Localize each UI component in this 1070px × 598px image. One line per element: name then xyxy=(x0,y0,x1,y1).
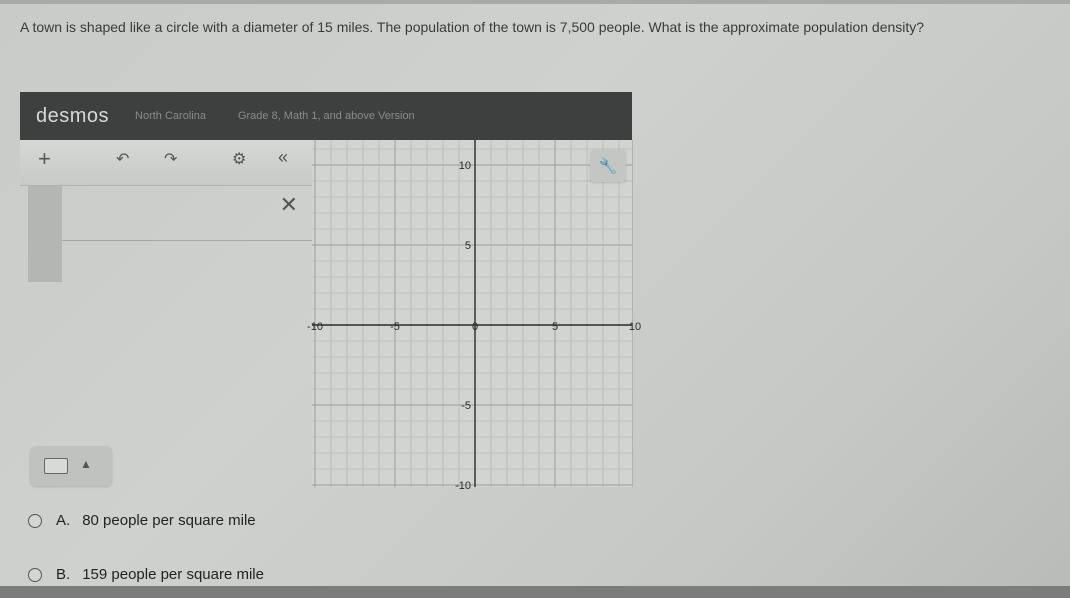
x-tick-label: -5 xyxy=(390,321,400,333)
desmos-version-label: Grade 8, Math 1, and above Version xyxy=(237,110,415,122)
graph-paper[interactable] xyxy=(307,140,642,492)
page-top-edge xyxy=(0,0,1070,4)
y-tick-label: 5 xyxy=(464,240,471,252)
question-text: A town is shaped like a circle with a diameter of 15 miles. The population of the town is 7,500 people. What is the approximate population density? xyxy=(20,19,925,35)
wrench-icon[interactable]: 🔧 xyxy=(590,150,626,182)
bottom-edge xyxy=(0,586,1070,598)
expression-input[interactable] xyxy=(62,186,312,241)
choice-a-text: 80 people per square mile xyxy=(82,512,256,529)
choice-b-text: 159 people per square mile xyxy=(82,566,264,583)
x-tick-label: 10 xyxy=(628,321,642,333)
choice-b-radio[interactable] xyxy=(28,568,42,582)
graph-canvas[interactable] xyxy=(307,140,642,492)
redo-icon[interactable]: ↷ xyxy=(164,151,178,168)
plus-icon[interactable]: + xyxy=(38,146,51,171)
choice-b[interactable] xyxy=(28,566,264,583)
undo-icon[interactable]: ↶ xyxy=(116,151,130,168)
expression-gutter xyxy=(28,186,62,282)
choice-a[interactable] xyxy=(28,512,256,529)
keypad-toggle-button[interactable] xyxy=(30,446,112,486)
x-tick-label: 0 xyxy=(471,321,479,333)
desmos-logo: desmos xyxy=(36,104,110,127)
choice-a-radio[interactable] xyxy=(28,514,42,528)
expression-toolbar xyxy=(20,140,312,186)
caret-up-icon: ▲ xyxy=(80,457,92,471)
desmos-state-label: North Carolina xyxy=(135,110,206,122)
y-tick-label: -5 xyxy=(461,400,471,412)
desmos-header xyxy=(20,92,632,140)
double-chevron-left-icon[interactable]: « xyxy=(278,147,289,167)
x-tick-label: -10 xyxy=(307,321,323,333)
y-tick-label: 10 xyxy=(458,160,471,172)
y-tick-label: -10 xyxy=(455,480,471,492)
close-icon[interactable]: ✕ xyxy=(279,192,298,217)
choice-b-letter: B. xyxy=(56,566,71,583)
x-tick-label: 5 xyxy=(551,321,559,333)
keyboard-icon xyxy=(44,458,68,474)
choice-a-letter: A. xyxy=(56,512,71,529)
gear-icon[interactable]: ⚙ xyxy=(232,151,247,168)
